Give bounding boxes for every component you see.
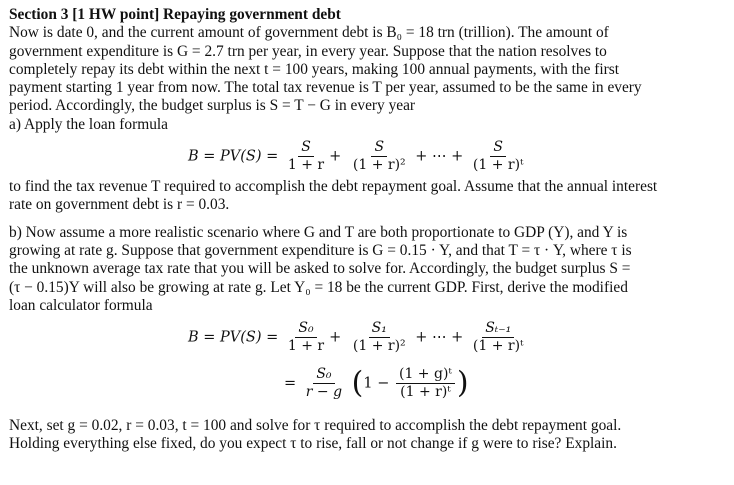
denominator: (1 + r)² xyxy=(352,338,406,355)
fraction xyxy=(470,321,527,354)
divider-space xyxy=(9,215,725,224)
intro-line: Now is date 0, and the current amount of government debt is B₀ = 18 trn (trillion). The amount of xyxy=(9,24,609,42)
section-title: Section 3 [1 HW point] Repaying government debt xyxy=(9,6,341,23)
fraction xyxy=(350,321,409,354)
loan-formula-a: B = PV(S) = $\frac{S}{1 + r}$ + $\frac{S}{\text{(1 + r)²}}$ + ⋯ + $\frac{S}{\text{(1 + r)ᵗ}}$ xyxy=(9,134,725,178)
loan-formula-b: B = PV(S) = $\frac{\text{S₀}}{1 + r}$ + $\frac{\text{S₁}}{\text{(1 + r)²}}$ + ⋯ + $\frac{\text{Sₜ₋₁}}{\text{(1 + r)ᵗ}}$ = $\frac{\text{S₀}}{r - g}$ (1 − $\frac{\text{(1 + g)ᵗ}}{\text{(1 + r)ᵗ}}$ ) xyxy=(9,315,725,417)
denominator: r − g xyxy=(305,384,343,401)
ellipsis-terms: + ⋯ + xyxy=(415,329,464,346)
numerator: S xyxy=(298,140,314,157)
fraction xyxy=(350,140,409,173)
numerator: S₀ xyxy=(295,321,316,338)
formula-lhs: B = PV(S) = xyxy=(188,148,279,165)
denominator: (1 + r)ᵗ xyxy=(472,157,524,174)
intro-line: period. Accordingly, the budget surplus is S = T − G in every year xyxy=(9,97,416,115)
part-a-label: a) Apply the loan formula xyxy=(9,115,168,133)
intro-line: completely repay its debt within the next t = 100 years, making 100 annual payments, with the first xyxy=(9,60,620,78)
numerator: S xyxy=(371,140,387,157)
part-b-text: growing at rate g. Suppose that government expenditure is G = 0.15 · Y, and that T = τ · Y, where τ is xyxy=(9,241,632,259)
denominator: (1 + r)² xyxy=(352,157,406,174)
fraction xyxy=(285,321,327,354)
part-b-text: (τ − 0.15)Y will also be growing at rate g. Let Y₀ = 18 be the current GDP. First, derive the modified xyxy=(9,278,628,296)
closing-text: Next, set g = 0.02, r = 0.03, t = 100 and solve for τ required to accomplish the debt repayment goal. xyxy=(9,417,622,435)
fraction xyxy=(470,140,527,173)
numerator: S₁ xyxy=(369,321,390,338)
equals-sign: = xyxy=(284,375,297,392)
numerator: S xyxy=(490,140,506,157)
intro-line: payment starting 1 year from now. The total tax revenue is T per year, assumed to be the same in every xyxy=(9,79,642,97)
closing-text: Holding everything else fixed, do you expect τ to rise, fall or not change if g were to rise? Explain. xyxy=(9,435,617,453)
part-b-text: the unknown average tax rate that you will be asked to solve for. Accordingly, the budget surplus S = xyxy=(9,260,631,278)
denominator: (1 + r)ᵗ xyxy=(400,384,451,401)
part-a-text: to find the tax revenue T required to accomplish the debt repayment goal. Assume that the annual interest xyxy=(9,178,658,196)
part-b-text: loan calculator formula xyxy=(9,296,153,314)
fraction xyxy=(396,367,455,400)
fraction xyxy=(303,367,345,400)
numerator: S₀ xyxy=(313,367,334,384)
intro-line: government expenditure is G = 2.7 trn per year, in every year. Suppose that the nation resolves to xyxy=(9,42,607,60)
part-a-text: rate on government debt is r = 0.03. xyxy=(9,196,230,214)
part-b-text: b) Now assume a more realistic scenario where G and T are both proportionate to GDP (Y), and Y is xyxy=(9,223,628,241)
numerator: (1 + g)ᵗ xyxy=(396,367,455,384)
denominator: 1 + r xyxy=(287,157,325,174)
left-paren: ( xyxy=(351,365,364,401)
ellipsis-terms: + ⋯ + xyxy=(415,148,464,165)
numerator: Sₜ₋₁ xyxy=(482,321,514,338)
denominator: 1 + r xyxy=(287,338,325,355)
document-page xyxy=(9,6,725,454)
right-paren: ) xyxy=(456,365,469,401)
fraction xyxy=(285,140,327,173)
one-minus: 1 − xyxy=(363,375,390,392)
denominator: (1 + r)ᵗ xyxy=(472,338,524,355)
formula-lhs: B = PV(S) = xyxy=(188,329,279,346)
